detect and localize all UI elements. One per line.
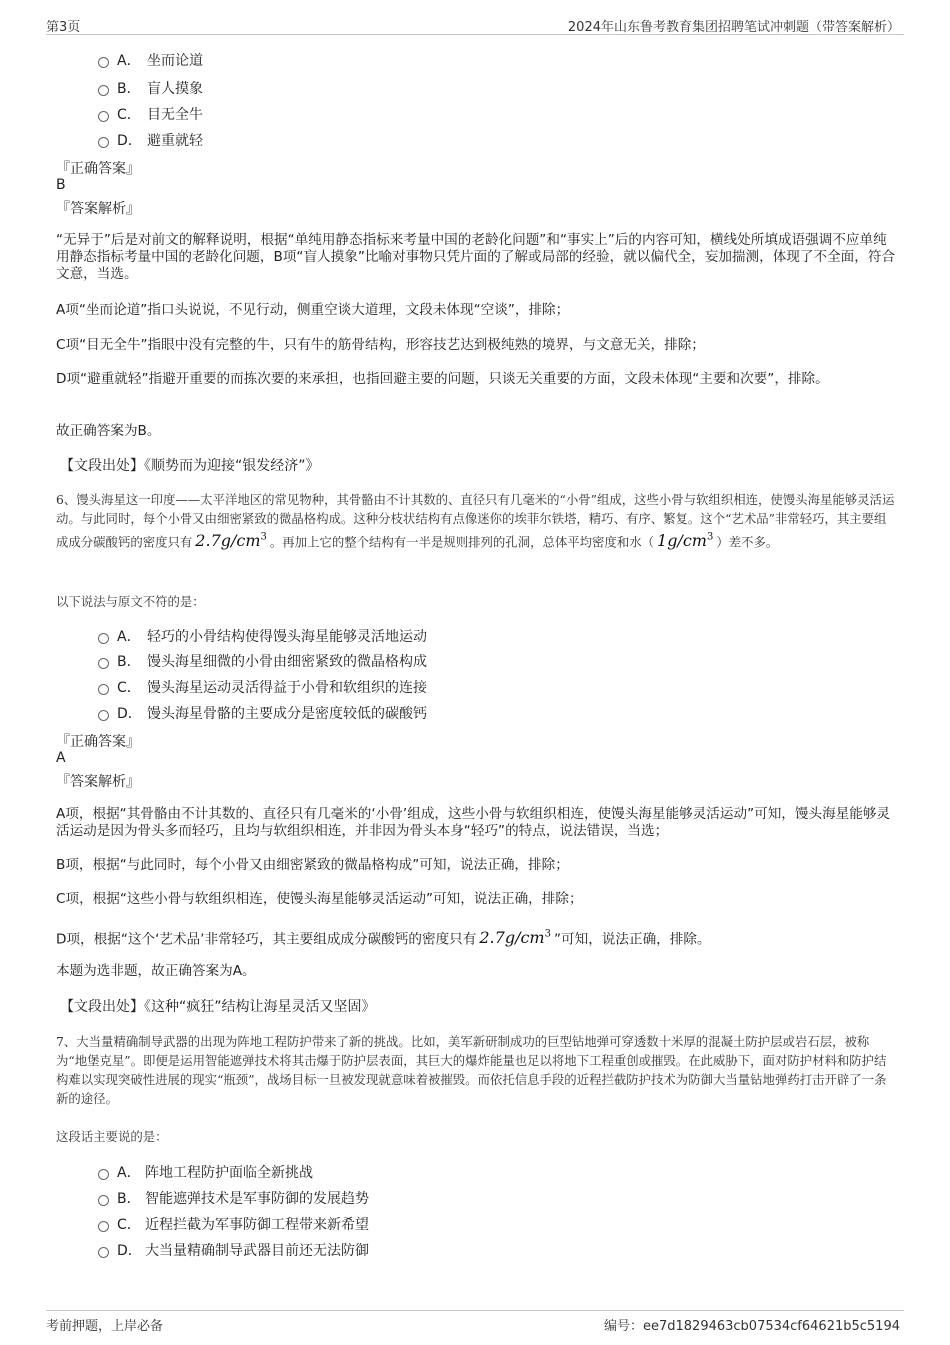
q5-answer: B: [56, 177, 66, 193]
water-density-formula: $1g/cm^3$: [657, 531, 714, 551]
q7-option-d[interactable]: D． 大当量精确制导武器目前还无法防御: [98, 1240, 369, 1260]
radio-icon[interactable]: [98, 85, 109, 96]
q5-option-b[interactable]: B． 盲人摸象: [98, 78, 203, 98]
radio-icon[interactable]: [98, 1195, 109, 1206]
q7-option-c[interactable]: C． 近程拦截为军事防御工程带来新希望: [98, 1214, 369, 1234]
radio-icon[interactable]: [98, 1247, 109, 1258]
q6-option-c[interactable]: C． 馒头海星运动灵活得益于小骨和软组织的连接: [98, 677, 427, 697]
radio-icon[interactable]: [98, 684, 109, 695]
q6-option-b[interactable]: B． 馒头海星细微的小骨由细密紧致的微晶格构成: [98, 651, 427, 671]
q5-option-c[interactable]: C． 目无全牛: [98, 104, 203, 124]
radio-icon[interactable]: [98, 658, 109, 669]
q6-prompt: 以下说法与原文不符的是：: [56, 594, 205, 609]
q5-conclusion: 故正确答案为B。: [56, 423, 161, 439]
q5-analysis-tag: 『答案解析』: [56, 201, 140, 217]
page-footer: [46, 1310, 904, 1341]
q7-option-a[interactable]: A． 阵地工程防护面临全新挑战: [98, 1162, 313, 1182]
q6-analysis-a: A项，根据“其骨骼由不计其数的、直径只有几毫米的‘小骨’组成，这些小骨与软组织相连，使馒头海星能够灵活运动”可知，馒头海星能够灵活运动是因为骨头多而轻巧，且均与软组织相连，并非因为骨头本身“轻巧”的特点，说法错误，当选；: [56, 806, 891, 839]
q6-option-a[interactable]: A． 轻巧的小骨结构使得馒头海星能够灵活地运动: [98, 626, 427, 646]
q6-answer: A: [56, 750, 66, 766]
q5-analysis-a: A项“坐而论道”指口头说说，不见行动，侧重空谈大道理，文段未体现“空谈”，排除；: [56, 302, 570, 318]
q6-option-d[interactable]: D． 馒头海星骨骼的主要成分是密度较低的碳酸钙: [98, 703, 427, 723]
document-code: 编号：ee7d1829463cb07534cf64621b5c5194: [603, 1319, 900, 1334]
footer-slogan: 考前押题，上岸必备: [46, 1319, 164, 1334]
radio-icon[interactable]: [98, 111, 109, 122]
q6-analysis-d: D项，根据“这个‘艺术品’非常轻巧，其主要组成成分碳酸钙的密度只有 $2.7g/cm^3$ ”可知，说法正确，排除。: [56, 928, 711, 948]
q6-conclusion: 本题为选非题，故正确答案为A。: [56, 963, 256, 979]
q7-option-b[interactable]: B． 智能遮弹技术是军事防御的发展趋势: [98, 1188, 369, 1208]
q5-analysis-c: C项“目无全牛”指眼中没有完整的牛，只有牛的筋骨结构，形容技艺达到极纯熟的境界，与文意无关，排除；: [56, 337, 705, 353]
q5-analysis-d: D项“避重就轻”指避开重要的而拣次要的来承担，也指回避主要的问题，只谈无关重要的方面，文段未体现“主要和次要”，排除。: [56, 371, 829, 387]
q7-prompt: 这段话主要说的是：: [56, 1129, 168, 1144]
document-title: 2024年山东鲁考教育集团招聘笔试冲刺题（带答案解析）: [567, 20, 900, 35]
q6-answer-tag: 『正确答案』: [56, 734, 140, 750]
radio-icon[interactable]: [98, 1169, 109, 1180]
q5-analysis-main: “无异于”后是对前文的解释说明，根据“单纯用静态指标来考量中国的老龄化问题”和“事实上”后的内容可知，横线处所填成语强调不应单纯用静态指标考量中国的老龄化问题，B项“盲人摸象”比喻对事物只凭片面的了解或局部的经验，就以偏代全，妄加揣测，体现了不全面，符合文意，当选。: [56, 232, 896, 282]
q6-stem: 6、馒头海星这一印度——太平洋地区的常见物种，其骨骼由不计其数的、直径只有几毫米的“小骨”组成，这些小骨与软组织相连，使馒头海星能够灵活运动。与此同时，每个小骨又由细密紧致的微晶格构成。这种分枝状结构有点像迷你的埃菲尔铁塔，精巧、有序、繁复。这个“艺术品”非常轻巧，其主要组成成分碳酸钙的密度只有 $2.7g/cm^3$ 。再加上它的整个结构有一半是规则排列的孔洞，总体平均密度和水（ $1g/cm^3$ ）差不多。: [56, 492, 895, 551]
q5-option-a[interactable]: A． 坐而论道: [98, 50, 203, 70]
q6-analysis-b: B项，根据“与此同时，每个小骨又由细密紧致的微晶格构成”可知，说法正确，排除；: [56, 857, 569, 873]
density-formula: $2.7g/cm^3$: [195, 531, 267, 551]
q6-analysis-tag: 『答案解析』: [56, 774, 140, 790]
page-number: 第3页: [46, 20, 81, 35]
q6-analysis-c: C项，根据“这些小骨与软组织相连，使馒头海星能够灵活运动”可知，说法正确，排除；: [56, 891, 583, 907]
radio-icon[interactable]: [98, 710, 109, 721]
radio-icon[interactable]: [98, 57, 109, 68]
radio-icon[interactable]: [98, 1221, 109, 1232]
q5-source: 【文段出处】《顺势而为迎接“银发经济”》: [60, 458, 320, 474]
q7-stem: 7、大当量精确制导武器的出现为阵地工程防护带来了新的挑战。比如，美军新研制成功的巨型钻地弹可穿透数十米厚的混凝土防护层或岩石层，被称为“地堡克星”。即便是运用智能遮弹技术将其击爆于防护层表面，其巨大的爆炸能量也足以将地下工程重创或摧毁。在此威胁下，面对防护材料和防护结构难以实现突破性进展的现实“瓶颈”，战场目标一旦被发现就意味着被摧毁。而依托信息手段的近程拦截防护技术为防御大当量钻地弹药打击开辟了一条新的途径。: [56, 1034, 887, 1106]
radio-icon[interactable]: [98, 137, 109, 148]
q5-answer-tag: 『正确答案』: [56, 161, 140, 177]
density-formula-repeat: $2.7g/cm^3$: [479, 928, 551, 948]
page-header: [46, 14, 904, 35]
q6-source: 【文段出处】《这种“疯狂”结构让海星灵活又坚固》: [60, 999, 376, 1015]
q5-option-d[interactable]: D． 避重就轻: [98, 130, 203, 150]
radio-icon[interactable]: [98, 633, 109, 644]
